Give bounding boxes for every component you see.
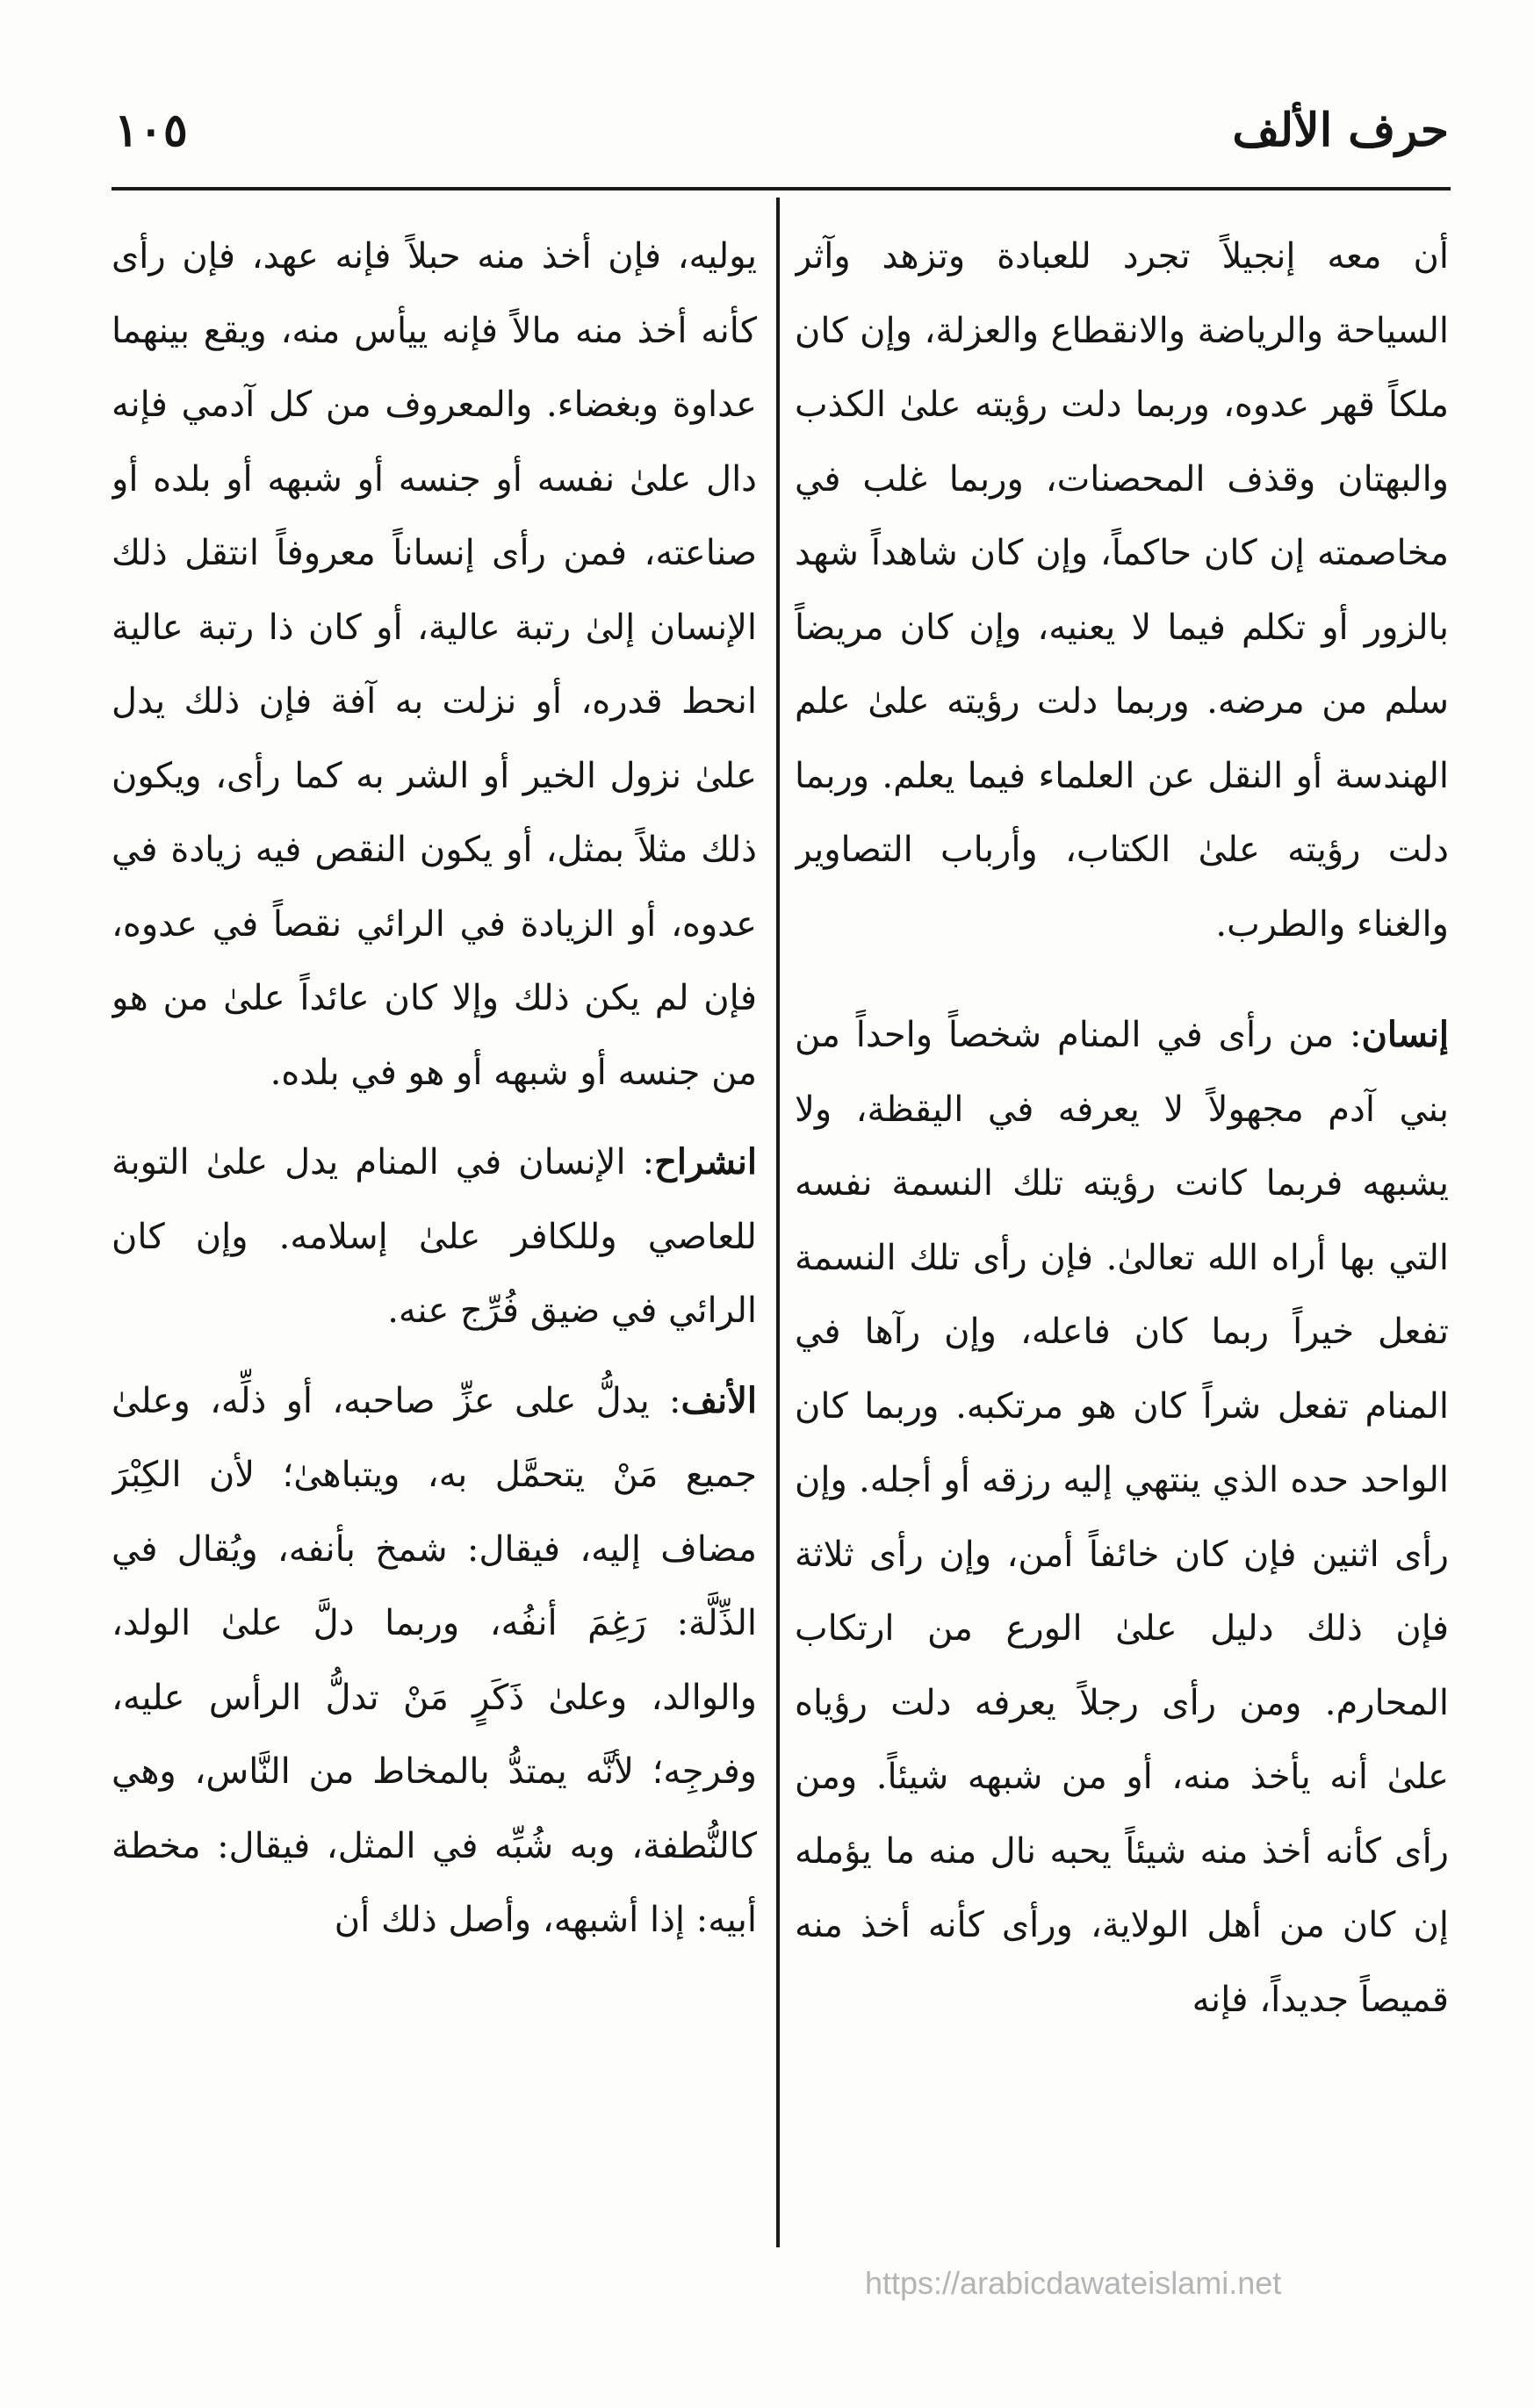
- entry-text: : يدلُّ على عزِّ صاحبه، أو ذلِّه، وعلىٰ جميع مَنْ يتحمَّل به، ويتباهىٰ؛ لأن الكِبْرَ مضاف إليه، فيقال: شمخ بأنفه، ويُقال في الذِّلَّة: رَغِمَ أنفُه، وربما دلَّ علىٰ الولد، والوالد، وعلىٰ ذَكَرٍ مَنْ تدلُّ الرأس عليه، وفرجِه؛ لأنَّه يمتدُّ بالمخاط من النَّاس، وهي كالنُّطفة، وبه شُبِّه في المثل، فيقال: مخطة أبيه: إذا أشبهه، وأصل ذلك أن: [112, 1380, 757, 1940]
- entry-text: : من رأى في المنام شخصاً واحداً من بني آدم مجهولاً لا يعرفه في اليقظة، ولا يشبهه فربما كانت رؤيته تلك النسمة نفسه التي بها أراه الله تعالىٰ. فإن رأى تلك النسمة تفعل خيراً ربما كان فاعله، وإن رآها في المنام تفعل شراً كان هو مرتكبه. وربما كان الواحد حده الذي ينتهي إليه رزقه أو أجله. وإن رأى اثنين فإن كان خائفاً أمن، وإن رأى ثلاثة فإن ذلك دليل علىٰ الورع من ارتكاب المحارم. ومن رأى رجلاً يعرفه دلت رؤياه علىٰ أنه يأخذ منه، أو من شبهه شيئاً. ومن رأى كأنه أخذ منه شيئاً يحبه نال منه ما يؤمله إن كان من أهل الولاية، ورأى كأنه أخذ منه قميصاً جديداً، فإنه: [795, 1015, 1449, 2020]
- left-column: [112, 219, 757, 2239]
- paragraph: أن معه إنجيلاً تجرد للعبادة وتزهد وآثر السياحة والرياضة والانقطاع والعزلة، وإن كان ملكاً قهر عدوه، وربما دلت رؤيته علىٰ الكذب والبهتان وقذف المحصنات، وربما غلب في مخاصمته إن كان حاكماً، وإن كان شاهداً شهد بالزور أو تكلم فيما لا يعنيه، وإن كان مريضاً سلم من مرضه. وربما دلت رؤيته علىٰ علم الهندسة أو النقل عن العلماء فيما يعلم. وربما دلت رؤيته علىٰ الكتاب، وأرباب التصاوير والغناء والطرب.: [795, 236, 1449, 945]
- page-number: ١٠٥: [114, 104, 188, 157]
- header-rule: [112, 187, 1451, 190]
- entry-inshirah: [112, 1125, 757, 1348]
- column-divider: [776, 198, 780, 2247]
- entry-anf: [112, 1364, 757, 1958]
- entry-heading: إنسان: [1361, 1014, 1449, 1055]
- right-column: [795, 219, 1449, 2239]
- watermark-url: https://arabicdawateislami.net: [865, 2265, 1282, 2301]
- entry-insan: [795, 998, 1449, 2037]
- entry-heading: الأنف: [681, 1379, 757, 1421]
- entry-text: : الإنسان في المنام يدل علىٰ التوبة للعاصي وللكافر علىٰ إسلامه. وإن كان الرائي في ضيق فُرِّج عنه.: [112, 1142, 757, 1331]
- running-title: حرف الألف: [1232, 104, 1449, 157]
- paragraph: يوليه، فإن أخذ منه حبلاً فإنه عهد، فإن رأى كأنه أخذ منه مالاً فإنه ييأس منه، ويقع بينهما عداوة وبغضاء. والمعروف من كل آدمي فإنه دال علىٰ نفسه أو جنسه أو شبهه أو بلده أو صناعته، فمن رأى إنساناً معروفاً انتقل ذلك الإنسان إلىٰ رتبة عالية، أو كان ذا رتبة عالية انحط قدره، أو نزلت به آفة فإن ذلك يدل علىٰ نزول الخير أو الشر به كما رأى، ويكون ذلك مثلاً بمثل، أو يكون النقص فيه زيادة في عدوه، أو الزيادة في الرائي نقصاً في عدوه، فإن لم يكن ذلك وإلا كان عائداً علىٰ من هو من جنسه أو شبهه أو هو في بلده.: [112, 236, 757, 1093]
- page-header: [114, 104, 1449, 183]
- entry-heading: انشراح: [654, 1141, 757, 1182]
